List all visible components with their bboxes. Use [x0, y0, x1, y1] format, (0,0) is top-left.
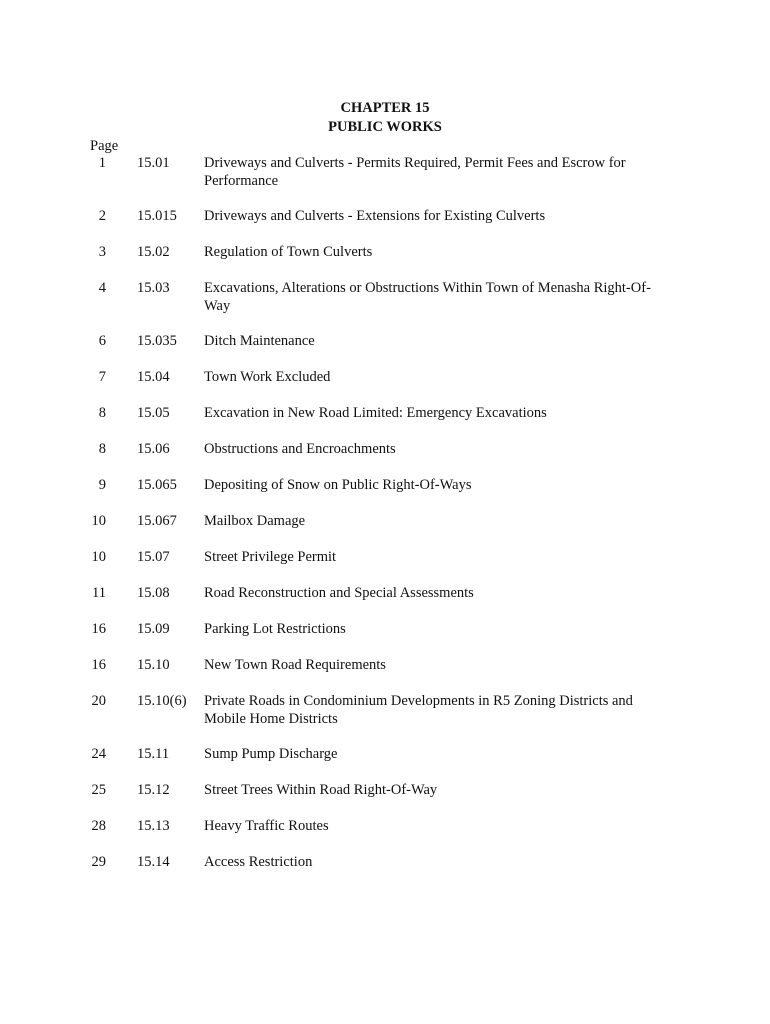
toc-section-title: Street Trees Within Road Right-Of-Way	[204, 782, 438, 798]
toc-section-title: Heavy Traffic Routes	[204, 818, 329, 834]
toc-section-number: 15.01	[137, 155, 170, 171]
toc-section-title: Ditch Maintenance	[204, 333, 315, 349]
toc-section-title: Excavations, Alterations or Obstructions Within Town of Menasha Right-Of-Way	[204, 280, 651, 314]
toc-page-number: 2	[98, 208, 106, 224]
toc-page-number: 16	[91, 621, 106, 637]
toc-page-number: 24	[91, 746, 106, 762]
toc-page-number: 11	[92, 585, 106, 601]
table-of-contents	[0, 154, 770, 889]
toc-section-title: Private Roads in Condominium Developments in R5 Zoning Districts and Mobile Home Districts	[204, 693, 633, 727]
toc-row	[0, 692, 770, 745]
toc-row	[0, 656, 770, 692]
toc-section-title: Obstructions and Encroachments	[204, 441, 396, 457]
toc-row	[0, 476, 770, 512]
toc-section-title: Driveways and Culverts - Permits Required, Permit Fees and Escrow for Performance	[204, 155, 626, 189]
toc-page-number: 29	[91, 854, 106, 870]
toc-page-number: 4	[98, 280, 106, 296]
page-column-label: Page	[90, 138, 119, 154]
toc-row	[0, 512, 770, 548]
toc-section-number: 15.11	[137, 746, 170, 762]
toc-page-number: 10	[91, 513, 106, 529]
toc-section-title: Road Reconstruction and Special Assessments	[204, 585, 474, 601]
chapter-title: PUBLIC WORKS	[328, 119, 442, 135]
toc-row	[0, 368, 770, 404]
toc-section-title: New Town Road Requirements	[204, 657, 386, 673]
toc-section-number: 15.03	[137, 280, 170, 296]
toc-section-number: 15.06	[137, 441, 170, 457]
toc-section-title: Mailbox Damage	[204, 513, 306, 529]
toc-section-number: 15.065	[137, 477, 177, 493]
toc-page-number: 10	[91, 549, 106, 565]
toc-section-number: 15.015	[137, 208, 177, 224]
toc-page-number: 3	[98, 244, 106, 260]
toc-section-number: 15.12	[137, 782, 170, 798]
toc-section-number: 15.14	[137, 854, 170, 870]
toc-page-number: 28	[91, 818, 106, 834]
toc-row	[0, 745, 770, 781]
toc-row	[0, 154, 770, 207]
toc-row	[0, 279, 770, 332]
toc-page-number: 9	[98, 477, 106, 493]
toc-section-number: 15.08	[137, 585, 170, 601]
toc-section-number: 15.10	[137, 657, 170, 673]
toc-section-title: Depositing of Snow on Public Right-Of-Ways	[204, 477, 472, 493]
toc-row	[0, 817, 770, 853]
chapter-heading	[0, 99, 770, 137]
toc-section-number: 15.067	[137, 513, 177, 529]
toc-page-number: 16	[91, 657, 106, 673]
toc-row	[0, 243, 770, 279]
chapter-number: CHAPTER 15	[340, 100, 430, 116]
toc-page-number: 8	[98, 405, 106, 421]
toc-page-number: 25	[91, 782, 106, 798]
toc-section-number: 15.05	[137, 405, 170, 421]
toc-page-number: 7	[98, 369, 106, 385]
toc-page-number: 1	[98, 155, 106, 171]
toc-section-title: Regulation of Town Culverts	[204, 244, 373, 260]
toc-section-title: Parking Lot Restrictions	[204, 621, 346, 637]
toc-section-title: Town Work Excluded	[204, 369, 331, 385]
toc-row	[0, 781, 770, 817]
toc-row	[0, 620, 770, 656]
toc-page-number: 20	[91, 693, 106, 709]
toc-section-number: 15.07	[137, 549, 170, 565]
toc-section-number: 15.04	[137, 369, 170, 385]
toc-page-number: 6	[98, 333, 106, 349]
toc-section-number: 15.13	[137, 818, 170, 834]
toc-section-title: Street Privilege Permit	[204, 549, 337, 565]
toc-section-title: Sump Pump Discharge	[204, 746, 338, 762]
toc-section-number: 15.10(6)	[137, 693, 187, 709]
toc-row	[0, 853, 770, 889]
toc-section-title: Access Restriction	[204, 854, 313, 870]
toc-row	[0, 332, 770, 368]
toc-row	[0, 207, 770, 243]
toc-section-number: 15.02	[137, 244, 170, 260]
toc-row	[0, 548, 770, 584]
toc-row	[0, 584, 770, 620]
toc-section-title: Driveways and Culverts - Extensions for Existing Culverts	[204, 208, 546, 224]
toc-section-number: 15.09	[137, 621, 170, 637]
toc-row	[0, 404, 770, 440]
toc-page-number: 8	[98, 441, 106, 457]
toc-row	[0, 440, 770, 476]
toc-section-title: Excavation in New Road Limited: Emergency Excavations	[204, 405, 547, 421]
toc-section-number: 15.035	[137, 333, 177, 349]
